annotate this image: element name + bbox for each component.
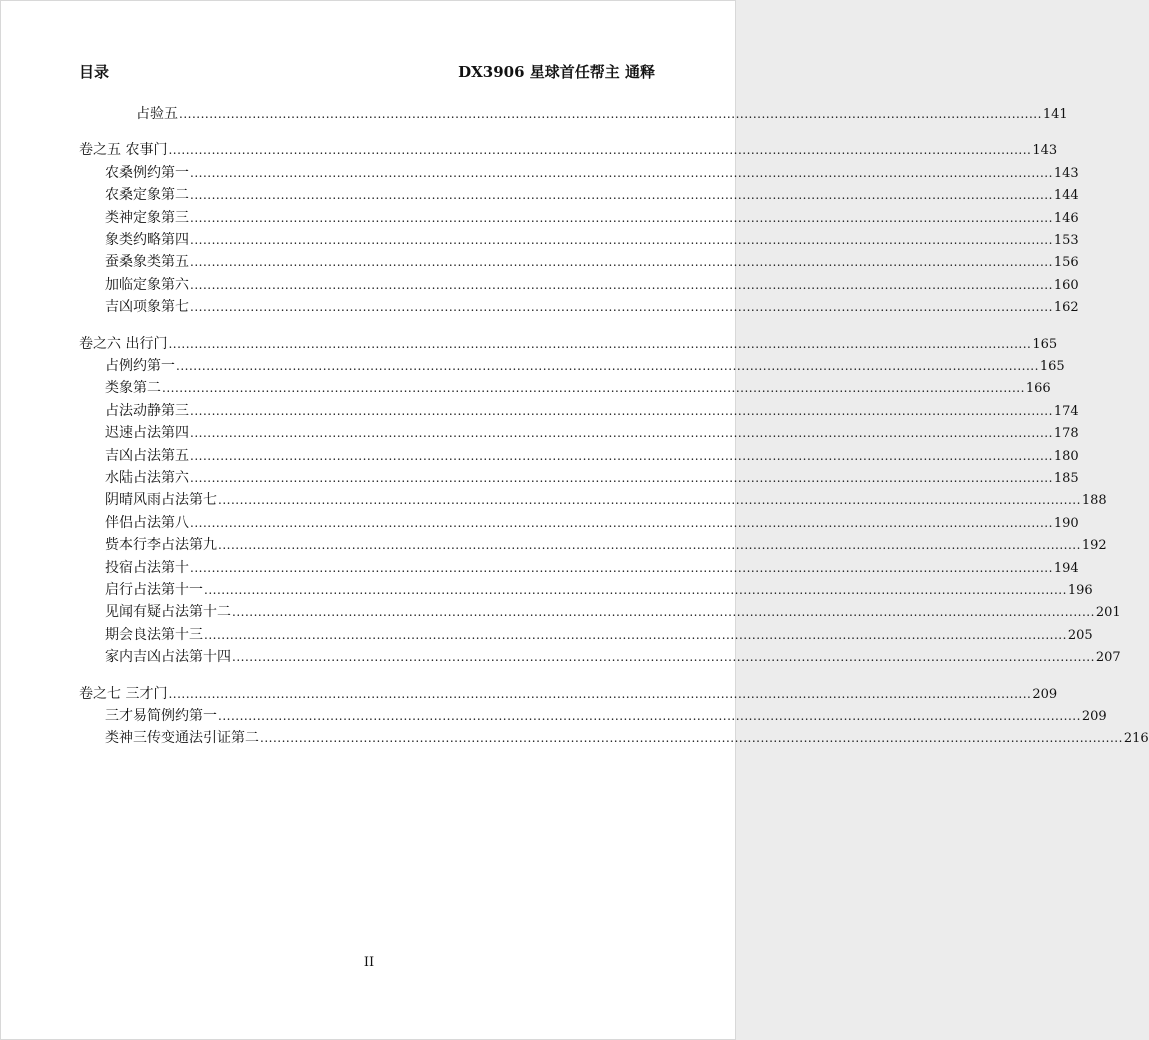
toc-entry[interactable] bbox=[136, 105, 1068, 123]
toc-entry-title: 加临定象第六 bbox=[105, 277, 189, 293]
toc-chapter-entry[interactable] bbox=[79, 335, 1058, 353]
toc-entry-page: 205 bbox=[1067, 628, 1093, 643]
dot-leader: ........................................................................................................................................................................................................ bbox=[232, 650, 1095, 664]
toc-entry-page: 209 bbox=[1032, 687, 1058, 702]
toc-entry-page: 190 bbox=[1053, 516, 1079, 531]
toc-entry[interactable] bbox=[105, 379, 1051, 397]
dot-leader: ........................................................................................................................................................................................................ bbox=[190, 426, 1053, 440]
toc-entry-page: 141 bbox=[1042, 107, 1068, 122]
dot-leader: ........................................................................................................................................................................................................ bbox=[218, 709, 1081, 723]
toc-entry-title: 卷之七 三才门 bbox=[79, 686, 168, 702]
toc-entry[interactable] bbox=[105, 357, 1065, 375]
toc-entry-title: 占法动静第三 bbox=[105, 403, 189, 419]
toc-entry-title: 吉凶项象第七 bbox=[105, 299, 189, 315]
toc-entry-page: 160 bbox=[1053, 278, 1079, 293]
toc-entry[interactable] bbox=[105, 231, 1079, 249]
toc-entry-title: 期会良法第十三 bbox=[105, 627, 203, 643]
toc-entry[interactable] bbox=[105, 424, 1079, 442]
dot-leader: ........................................................................................................................................................................................................ bbox=[190, 561, 1053, 575]
toc-entry-title: 家内吉凶占法第十四 bbox=[105, 649, 231, 665]
toc-entry-title: 类神三传变通法引证第二 bbox=[105, 730, 259, 746]
toc-entry[interactable] bbox=[105, 276, 1079, 294]
toc-entry-title: 投宿占法第十 bbox=[105, 560, 189, 576]
dot-leader: ........................................................................................................................................................................................................ bbox=[190, 255, 1053, 269]
dot-leader: ........................................................................................................................................................................................................ bbox=[190, 449, 1053, 463]
toc-entry[interactable] bbox=[105, 603, 1121, 621]
toc-entry-page: 178 bbox=[1053, 426, 1079, 441]
toc-entry-title: 阴晴风雨占法第七 bbox=[105, 492, 217, 508]
toc-entry-page: 194 bbox=[1053, 561, 1079, 576]
toc-entry-title: 三才易简例约第一 bbox=[105, 708, 217, 724]
toc-entry-page: 156 bbox=[1053, 255, 1079, 270]
toc-chapter-entry[interactable] bbox=[79, 685, 1058, 703]
dot-leader: ........................................................................................................................................................................................................ bbox=[190, 471, 1053, 485]
dot-leader: ........................................................................................................................................................................................................ bbox=[190, 211, 1053, 225]
toc-entry-page: 165 bbox=[1032, 337, 1058, 352]
toc-entry[interactable] bbox=[105, 581, 1093, 599]
dot-leader: ........................................................................................................................................................................................................ bbox=[168, 337, 1032, 351]
page-number: II bbox=[363, 955, 375, 970]
dot-leader: ........................................................................................................................................................................................................ bbox=[168, 143, 1032, 157]
dot-leader: ........................................................................................................................................................................................................ bbox=[179, 107, 1042, 121]
toc-entry[interactable] bbox=[105, 559, 1079, 577]
toc-entry-title: 蚕桑象类第五 bbox=[105, 254, 189, 270]
toc-entry[interactable] bbox=[105, 402, 1079, 420]
toc-entry[interactable] bbox=[105, 253, 1079, 271]
toc-entry-title: 吉凶占法第五 bbox=[105, 448, 189, 464]
dot-leader: ........................................................................................................................................................................................................ bbox=[162, 381, 1025, 395]
toc-entry-title: 类象第二 bbox=[105, 380, 161, 396]
toc-entry-page: 185 bbox=[1053, 471, 1079, 486]
toc-entry-page: 165 bbox=[1039, 359, 1065, 374]
toc-entry-page: 153 bbox=[1053, 233, 1079, 248]
dot-leader: ........................................................................................................................................................................................................ bbox=[190, 516, 1053, 530]
toc-entry-page: 166 bbox=[1025, 381, 1051, 396]
toc-entry[interactable] bbox=[105, 729, 1149, 747]
dot-leader: ........................................................................................................................................................................................................ bbox=[190, 166, 1053, 180]
toc-entry[interactable] bbox=[105, 447, 1079, 465]
toc-entry[interactable] bbox=[105, 514, 1079, 532]
dot-leader: ........................................................................................................................................................................................................ bbox=[190, 300, 1053, 314]
toc-entry-page: 216 bbox=[1123, 731, 1149, 746]
toc-entry-title: 迟速占法第四 bbox=[105, 425, 189, 441]
toc-entry-page: 196 bbox=[1067, 583, 1093, 598]
toc-entry-page: 146 bbox=[1053, 211, 1079, 226]
toc-entry[interactable] bbox=[105, 298, 1079, 316]
toc-entry[interactable] bbox=[105, 186, 1079, 204]
dot-leader: ........................................................................................................................................................................................................ bbox=[190, 404, 1053, 418]
dot-leader: ........................................................................................................................................................................................................ bbox=[204, 628, 1067, 642]
toc-entry-page: 188 bbox=[1081, 493, 1107, 508]
toc-entry-page: 162 bbox=[1053, 300, 1079, 315]
toc-entry-title: 见闻有疑占法第十二 bbox=[105, 604, 231, 620]
toc-entry-title: 象类约略第四 bbox=[105, 232, 189, 248]
toc-entry-page: 201 bbox=[1095, 605, 1121, 620]
toc-entry-title: 占例约第一 bbox=[105, 358, 175, 374]
dot-leader: ........................................................................................................................................................................................................ bbox=[204, 583, 1067, 597]
toc-entry-page: 174 bbox=[1053, 404, 1079, 419]
dot-leader: ........................................................................................................................................................................................................ bbox=[190, 278, 1053, 292]
toc-entry[interactable] bbox=[105, 209, 1079, 227]
toc-entry-title: 类神定象第三 bbox=[105, 210, 189, 226]
toc-entry[interactable] bbox=[105, 164, 1079, 182]
toc-entry[interactable] bbox=[105, 707, 1107, 725]
toc-entry-page: 143 bbox=[1032, 143, 1058, 158]
dot-leader: ........................................................................................................................................................................................................ bbox=[176, 359, 1039, 373]
toc-entry[interactable] bbox=[105, 491, 1107, 509]
dot-leader: ........................................................................................................................................................................................................ bbox=[218, 538, 1081, 552]
toc-entry-title: 赀本行李占法第九 bbox=[105, 537, 217, 553]
toc-entry[interactable] bbox=[105, 536, 1107, 554]
toc-entry-title: 卷之六 出行门 bbox=[79, 336, 168, 352]
dot-leader: ........................................................................................................................................................................................................ bbox=[218, 493, 1081, 507]
toc-chapter-entry[interactable] bbox=[79, 141, 1058, 159]
dot-leader: ........................................................................................................................................................................................................ bbox=[168, 687, 1032, 701]
toc-entry[interactable] bbox=[105, 648, 1121, 666]
header-book-title: DX3906 星球首任帮主 通释 bbox=[458, 63, 655, 81]
toc-entry-page: 144 bbox=[1053, 188, 1079, 203]
dot-leader: ........................................................................................................................................................................................................ bbox=[190, 188, 1053, 202]
toc-entry-title: 启行占法第十一 bbox=[105, 582, 203, 598]
toc-entry-title: 农桑定象第二 bbox=[105, 187, 189, 203]
toc-entry-page: 209 bbox=[1081, 709, 1107, 724]
dot-leader: ........................................................................................................................................................................................................ bbox=[190, 233, 1053, 247]
toc-entry[interactable] bbox=[105, 469, 1079, 487]
toc-entry[interactable] bbox=[105, 626, 1093, 644]
toc-entry-title: 水陆占法第六 bbox=[105, 470, 189, 486]
dot-leader: ........................................................................................................................................................................................................ bbox=[260, 731, 1123, 745]
toc-entry-title: 卷之五 农事门 bbox=[79, 142, 168, 158]
toc-entry-page: 180 bbox=[1053, 449, 1079, 464]
dot-leader: ........................................................................................................................................................................................................ bbox=[232, 605, 1095, 619]
toc-entry-title: 占验五 bbox=[136, 106, 178, 122]
header-title: 目录 bbox=[79, 63, 110, 81]
toc-entry-page: 143 bbox=[1053, 166, 1079, 181]
toc-entry-title: 农桑例约第一 bbox=[105, 165, 189, 181]
toc-entry-page: 207 bbox=[1095, 650, 1121, 665]
toc-entry-page: 192 bbox=[1081, 538, 1107, 553]
toc-entry-title: 伴侣占法第八 bbox=[105, 515, 189, 531]
